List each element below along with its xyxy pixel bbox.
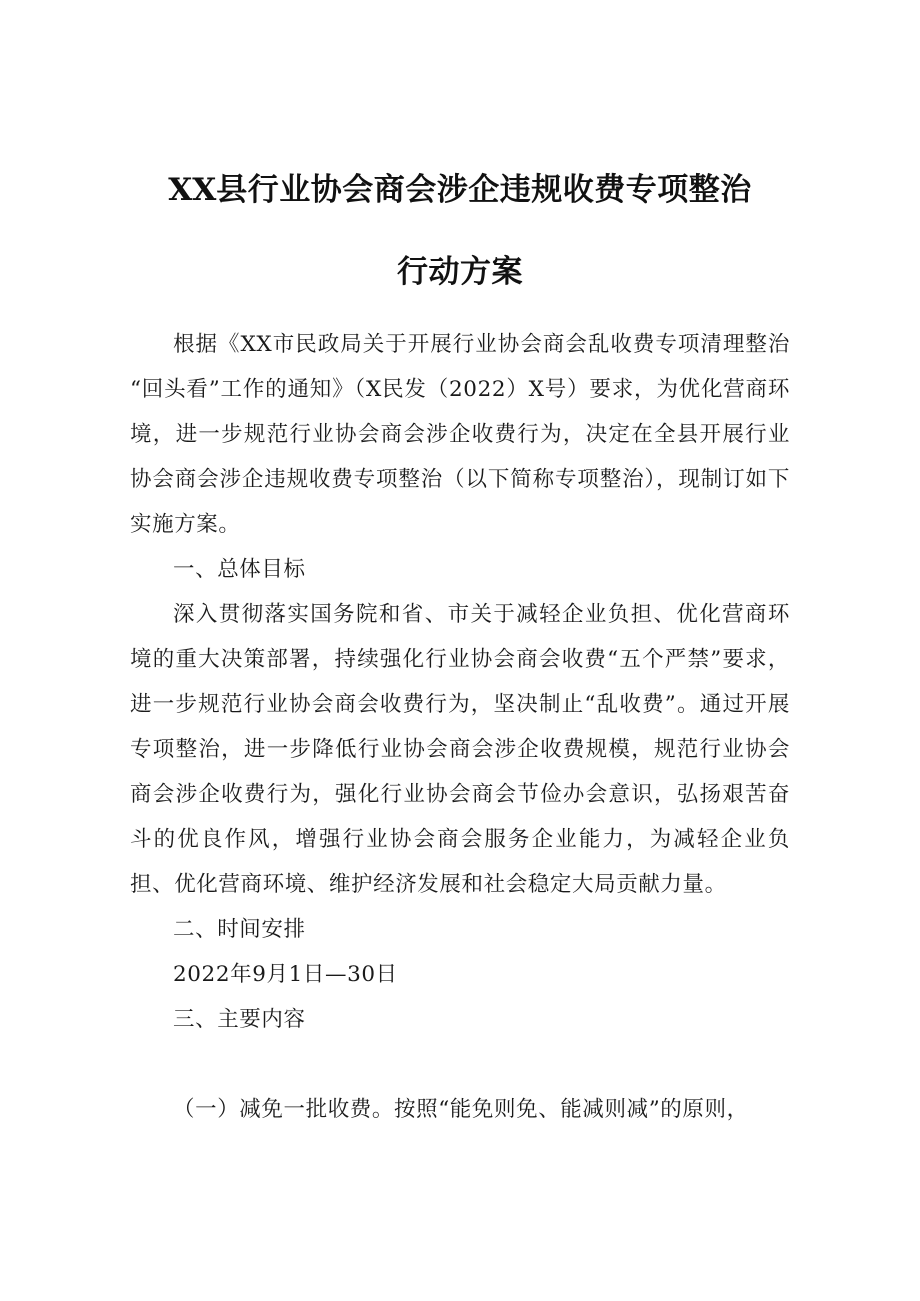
schedule-date-line: 2022年9月1日—30日 <box>173 962 398 987</box>
paragraph-section-3-item-1: （一）减免一批收费。按照“能免则免、能减则减”的原则， <box>173 1097 749 1122</box>
title-line-2: 行动方案 <box>397 254 523 290</box>
page-title <box>130 0 790 292</box>
document-content <box>130 0 790 1272</box>
section-heading-1: 一、总体目标 <box>173 557 306 582</box>
section-heading-2: 二、时间安排 <box>173 917 306 942</box>
title-line-1 <box>130 0 790 210</box>
section-heading-3: 三、主要内容 <box>173 1007 306 1032</box>
paragraph-preamble: 根据《XX市民政局关于开展行业协会商会乱收费专项清理整治“回头看”工作的通知》（X民发（2022）X号）要求，为优化营商环境，进一步规范行业协会商会涉企收费行为，决定在全县开展行业协会商会涉企违规收费专项整治（以下简称专项整治），现制订如下实施方案。 <box>130 332 790 537</box>
document-body <box>130 322 790 1132</box>
paragraph-section-1-body: 深入贯彻落实国务院和省、市关于减轻企业负担、优化营商环境的重大决策部署，持续强化行业协会商会收费“五个严禁”要求，进一步规范行业协会商会收费行为，坚决制止“乱收费”。通过开展专项整治，进一步降低行业协会商会涉企收费规模，规范行业协会商会涉企收费行为，强化行业协会商会节俭办会意识，弘扬艰苦奋斗的优良作风，增强行业协会商会服务企业能力，为减轻企业负担、优化营商环境、维护经济发展和社会稳定大局贡献力量。 <box>130 602 790 897</box>
page-bottom-space <box>130 1132 790 1272</box>
title-latin-prefix: XX <box>168 172 217 208</box>
title-line-1-cjk: 县行业协会商会涉企违规收费专项整治 <box>216 172 752 208</box>
